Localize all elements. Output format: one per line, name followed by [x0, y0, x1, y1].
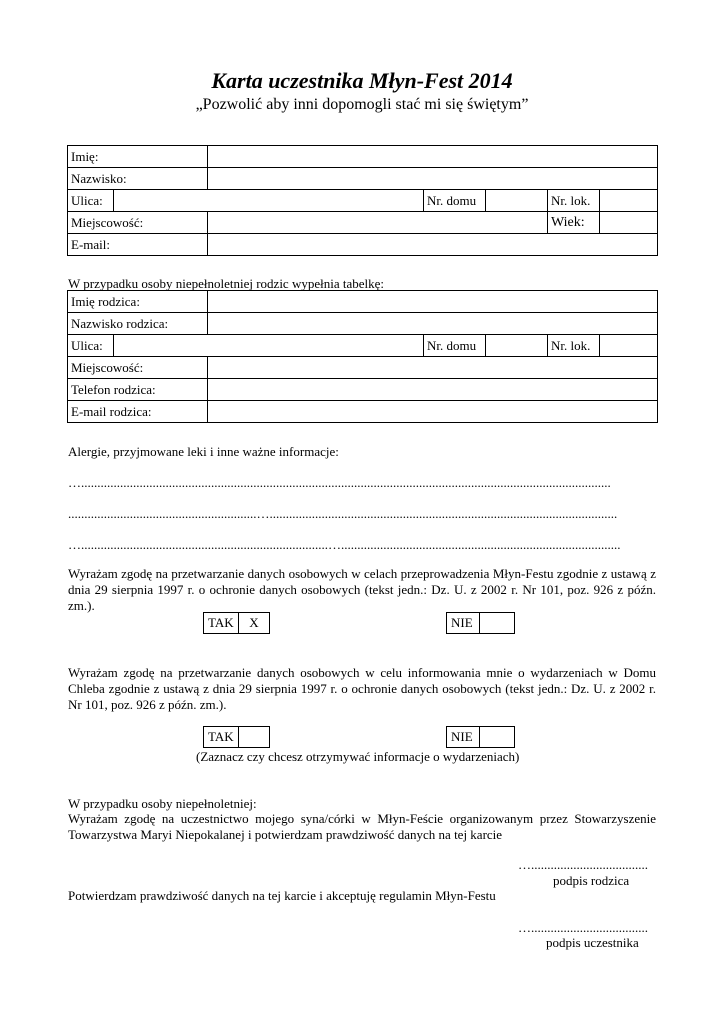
parent-signature-label: podpis rodzica: [553, 873, 630, 888]
city-label: Miejscowość:: [68, 212, 208, 234]
participant-signature-line[interactable]: …....................................: [518, 920, 648, 935]
table-row: [68, 234, 658, 256]
parent-first-name-label: Imię rodzica:: [68, 291, 208, 313]
consent-2-hint: (Zaznacz czy chcesz otrzymywać informacje o wydarzeniach): [196, 749, 520, 764]
city-field[interactable]: [208, 212, 548, 234]
parent-table: [67, 290, 658, 423]
table-row: [68, 190, 658, 212]
consent-2-text: Wyrażam zgodę na przetwarzanie danych osobowych w celu informowania mnie o wydarzeniach w Domu Chleba zgodnie z ustawą z dnia 29 sierpnia 1997 r. o ochronie danych osobowych (tekst jedn.: Dz. U. z 2002 r. Nr 101, poz. 926 z późn. zm.).: [68, 665, 656, 712]
first-name-field[interactable]: [208, 146, 658, 168]
consent-2-no-checkbox[interactable]: [480, 727, 515, 748]
consent-2-yes-box: [203, 726, 270, 748]
first-name-label: Imię:: [68, 146, 208, 168]
parent-apt-no-field[interactable]: [600, 335, 658, 357]
parent-city-label: Miejscowość:: [68, 357, 208, 379]
consent-1-yes-checkbox[interactable]: X: [239, 613, 270, 634]
email-field[interactable]: [208, 234, 658, 256]
parent-first-name-field[interactable]: [208, 291, 658, 313]
table-row: [68, 168, 658, 190]
age-field[interactable]: [600, 212, 658, 234]
consent-1-text: Wyrażam zgodę na przetwarzanie danych osobowych w celach przeprowadzenia Młyn-Festu zgodnie z ustawą z dnia 29 sierpnia 1997 r. o ochronie danych osobowych (tekst jedn.: Dz. U. z 2002 r. Nr 101, poz. 926 z późn. zm.).: [68, 566, 656, 613]
parent-last-name-label: Nazwisko rodzica:: [68, 313, 208, 335]
consent-2-yes-checkbox[interactable]: [239, 727, 270, 748]
participant-table: [67, 145, 658, 256]
participant-signature-label: podpis uczestnika: [546, 935, 639, 950]
allergies-line-3[interactable]: …............................................................................…......................................................................................: [68, 537, 621, 552]
consent-2-no-label: NIE: [447, 727, 480, 748]
allergies-line-1[interactable]: …...................................................................................................................................................................: [68, 475, 611, 490]
minor-consent-heading: W przypadku osoby niepełnoletniej:: [68, 796, 257, 811]
age-label: Wiek:: [548, 212, 600, 234]
parent-house-no-label: Nr. domu: [424, 335, 486, 357]
parent-street-field[interactable]: [114, 335, 424, 357]
apt-no-field[interactable]: [600, 190, 658, 212]
street-label: Ulica:: [68, 190, 114, 212]
table-row: [68, 313, 658, 335]
parent-last-name-field[interactable]: [208, 313, 658, 335]
street-field[interactable]: [114, 190, 424, 212]
last-name-field[interactable]: [208, 168, 658, 190]
table-row: [68, 291, 658, 313]
parent-house-no-field[interactable]: [486, 335, 548, 357]
house-no-label: Nr. domu: [424, 190, 486, 212]
table-row: [68, 357, 658, 379]
page-subtitle: „Pozwolić aby inni dopomogli stać mi się świętym”: [195, 96, 529, 113]
parent-street-label: Ulica:: [68, 335, 114, 357]
apt-no-label: Nr. lok.: [548, 190, 600, 212]
minor-consent-text: Wyrażam zgodę na uczestnictwo mojego syna/córki w Młyn-Feście organizowanym przez Stowarzyszenie Towarzystwa Maryi Niepokalanej i potwierdzam prawdziwość danych na tej karcie: [68, 811, 656, 842]
house-no-field[interactable]: [486, 190, 548, 212]
table-row: [68, 212, 658, 234]
allergies-label: Alergie, przyjmowane leki i inne ważne informacje:: [68, 444, 339, 459]
last-name-label: Nazwisko:: [68, 168, 208, 190]
parent-email-field[interactable]: [208, 401, 658, 423]
table-row: [68, 146, 658, 168]
allergies-line-2[interactable]: ..........................................................…...........................................................................................................: [68, 506, 618, 521]
parent-phone-label: Telefon rodzica:: [68, 379, 208, 401]
consent-1-yes-box: [203, 612, 270, 634]
parent-signature-line[interactable]: …....................................: [518, 857, 648, 872]
parent-phone-field[interactable]: [208, 379, 658, 401]
consent-1-no-box: [446, 612, 515, 634]
table-row: [68, 335, 658, 357]
parent-email-label: E-mail rodzica:: [68, 401, 208, 423]
consent-2-no-box: [446, 726, 515, 748]
participant-consent-text: Potwierdzam prawdziwość danych na tej karcie i akceptuję regulamin Młyn-Festu: [68, 888, 496, 903]
consent-1-no-checkbox[interactable]: [480, 613, 515, 634]
parent-apt-no-label: Nr. lok.: [548, 335, 600, 357]
page-title: Karta uczestnika Młyn-Fest 2014: [211, 68, 513, 93]
parent-city-field[interactable]: [208, 357, 658, 379]
email-label: E-mail:: [68, 234, 208, 256]
consent-2-yes-label: TAK: [204, 727, 239, 748]
consent-1-no-label: NIE: [447, 613, 480, 634]
consent-1-yes-label: TAK: [204, 613, 239, 634]
table-row: [68, 379, 658, 401]
table-row: [68, 401, 658, 423]
parent-intro: W przypadku osoby niepełnoletniej rodzic wypełnia tabelkę:: [68, 276, 384, 291]
